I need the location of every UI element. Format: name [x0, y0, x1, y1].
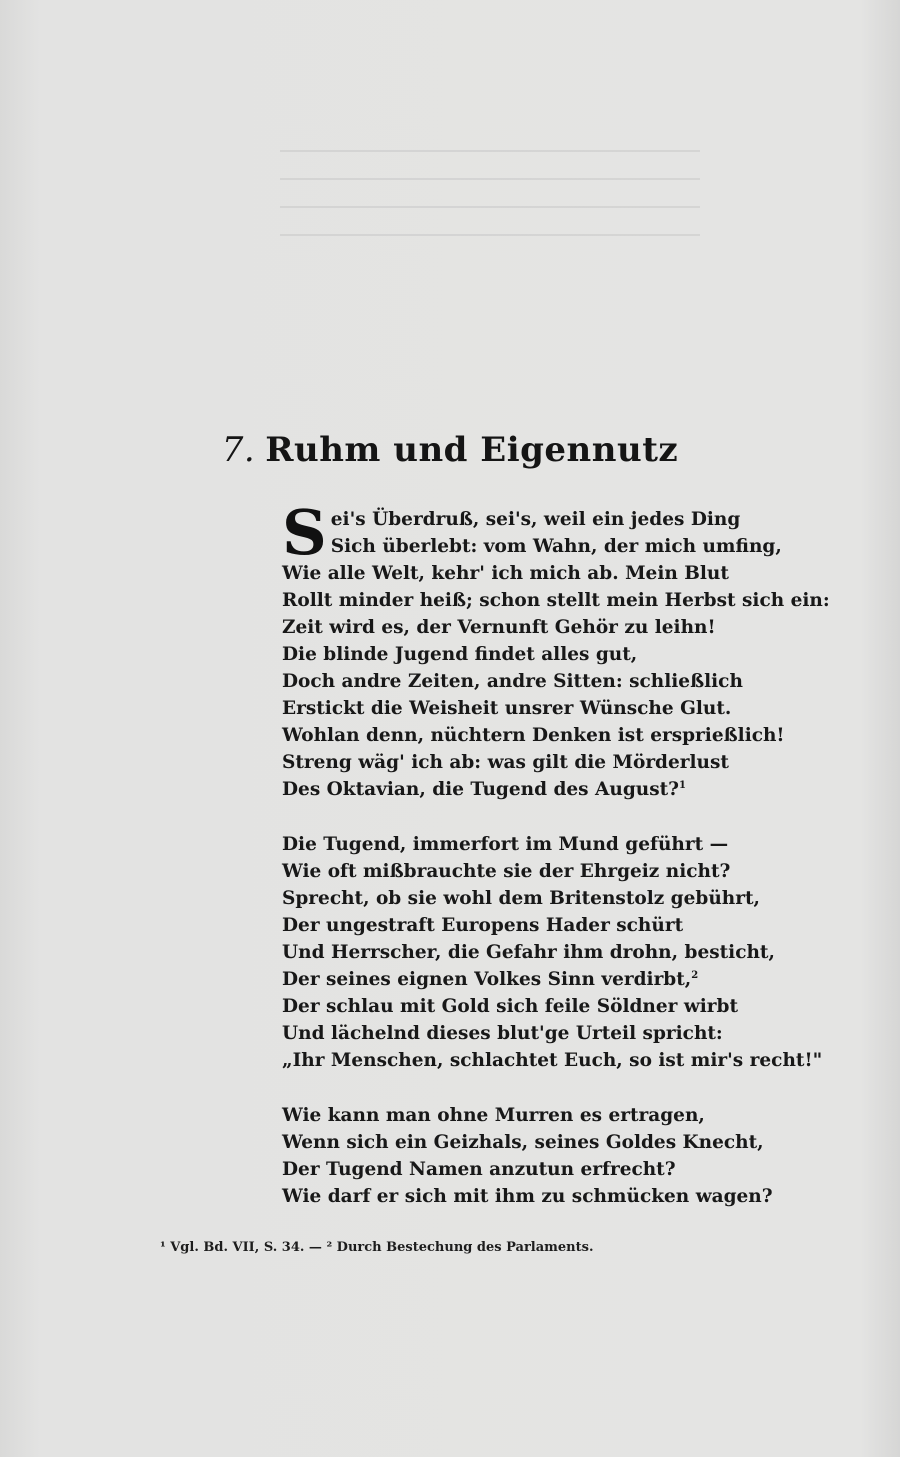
poem-line: Erstickt die Weisheit unsrer Wünsche Glut. — [282, 698, 732, 719]
poem-line-with-footnote — [282, 776, 702, 803]
poem-number: 7. — [221, 430, 256, 470]
poem-line-text: Des Oktavian, die Tugend des August? — [282, 779, 680, 800]
drop-cap: S — [282, 496, 327, 569]
poem-line: Wie kann man ohne Murren es ertragen, — [282, 1105, 705, 1126]
footnotes: ¹ Vgl. Bd. VII, S. 34. — ² Durch Bestechung des Parlaments. — [160, 1240, 594, 1255]
stanza-3 — [282, 1102, 773, 1210]
poem-line: Doch andre Zeiten, andre Sitten: schließlich — [282, 671, 743, 692]
poem-line: Die blinde Jugend findet alles gut, — [282, 644, 638, 665]
poem-line-with-footnote — [282, 966, 702, 993]
footnote-mark-2: 2 — [691, 969, 699, 981]
poem-line: Der Tugend Namen anzutun erfrecht? — [282, 1159, 676, 1180]
poem-line: Der schlau mit Gold sich feile Söldner wirbt — [282, 996, 739, 1017]
poem-line: Sprecht, ob sie wohl dem Britenstolz gebührt, — [282, 888, 760, 909]
poem-line: Streng wäg' ich ab: was gilt die Mörderlust — [282, 752, 729, 773]
poem-line: ei's Überdruß, sei's, weil ein jedes Ding — [330, 509, 741, 530]
poem-line: Wenn sich ein Geizhals, seines Goldes Knecht, — [282, 1132, 764, 1153]
poem-line: Wie darf er sich mit ihm zu schmücken wagen? — [282, 1186, 773, 1207]
poem-body — [282, 496, 830, 1238]
poem-line: Wie alle Welt, kehr' ich mich ab. Mein Blut — [282, 563, 729, 584]
poem-line: Wie oft mißbrauchte sie der Ehrgeiz nicht? — [282, 861, 731, 882]
poem-line: Die Tugend, immerfort im Mund geführt — — [282, 834, 729, 855]
poem-title — [0, 430, 900, 470]
bleed-through-text — [280, 150, 700, 310]
poem-line: Und Herrscher, die Gefahr ihm drohn, besticht, — [282, 942, 775, 963]
footnote-mark-1: 1 — [679, 779, 686, 791]
poem-line: Sich überlebt: vom Wahn, der mich umfing, — [330, 536, 782, 557]
poem-line-text: Der seines eignen Volkes Sinn verdirbt, — [282, 969, 692, 990]
poem-title-text: Ruhm und Eigennutz — [265, 430, 679, 470]
poem-line: Rollt minder heiß; schon stellt mein Herbst sich ein: — [282, 590, 830, 611]
stanza-2 — [282, 831, 823, 1074]
poem-line: Der ungestraft Europens Hader schürt — [282, 915, 684, 936]
poem-line: Zeit wird es, der Vernunft Gehör zu leihn! — [282, 617, 716, 638]
poem-line: Und lächelnd dieses blut'ge Urteil spricht: — [282, 1023, 723, 1044]
poem-line: „Ihr Menschen, schlachtet Euch, so ist mir's recht!" — [282, 1050, 823, 1071]
poem-line: Wohlan denn, nüchtern Denken ist ersprießlich! — [282, 725, 785, 746]
stanza-1 — [282, 496, 830, 803]
